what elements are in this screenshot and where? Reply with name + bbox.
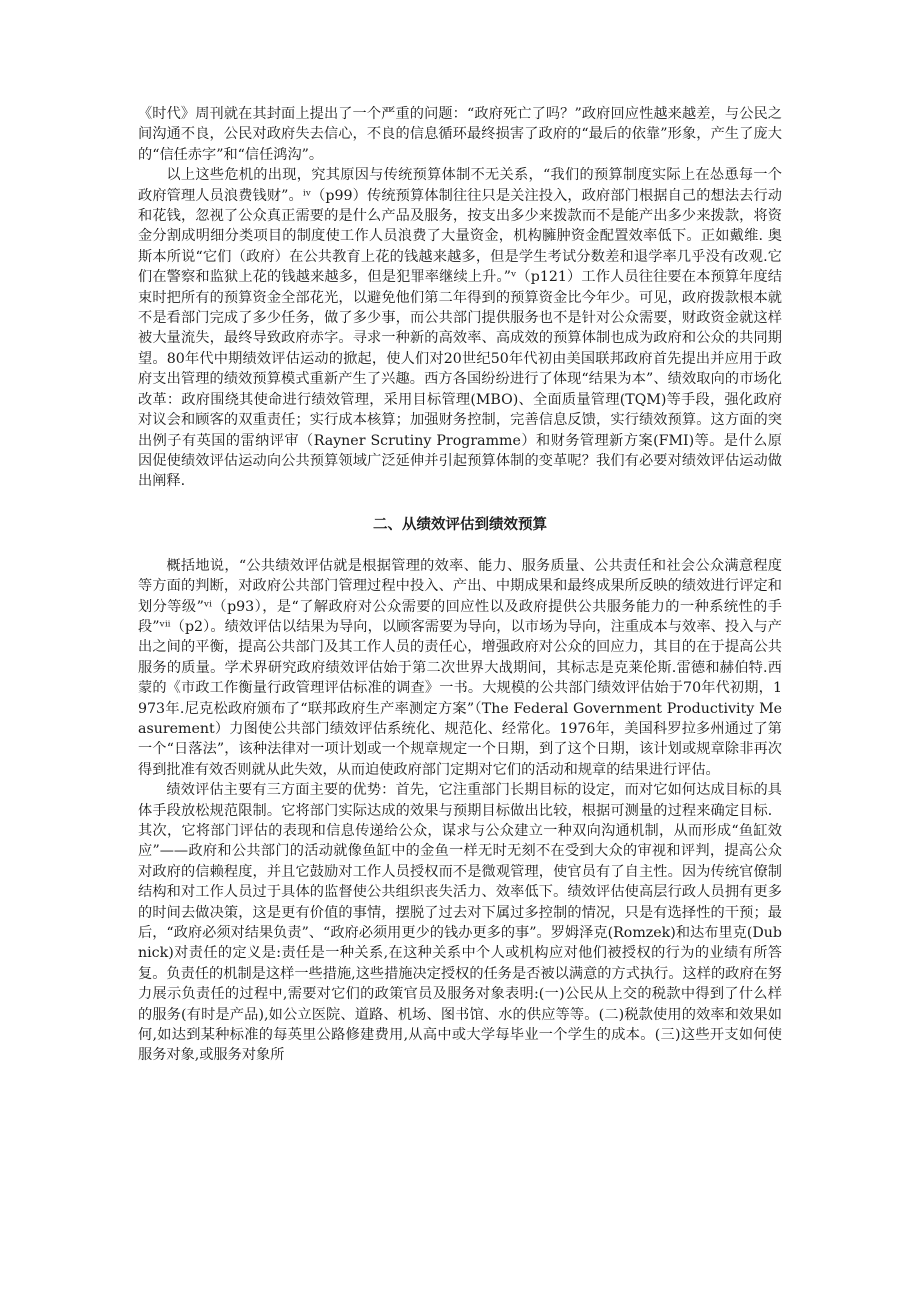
paragraph-performance-evaluation-definition: 概括地说，“公共绩效评估就是根据管理的效率、能力、服务质量、公共责任和社会公众满意程度等方面的判断，对政府公共部门管理过程中投入、产出、中期成果和最终成果所反映的绩效进行评定和划分等级”ᵛⁱ（p93），是“了解政府对公众需要的回应性以及政府提供公共服务能力的一种系统性的手段”ᵛⁱⁱ（p2）。绩效评估以结果为导向，以顾客需要为导向，以市场为导向，注重成本与效率、投入与产出之间的平衡，提高公共部门及其工作人员的责任心，增强政府对公众的回应力，其目的在于提高公共服务的质量。学术界研究政府绩效评估始于第二次世界大战期间，其标志是克莱伦斯.雷德和赫伯特.西蒙的《市政工作衡量行政管理评估标准的调查》一书。大规模的公共部门绩效评估始于70年代初期，1973年.尼克松政府颁布了“联邦政府生产率测定方案”（The Federal Government Productivity Measurement）力图使公共部门绩效评估系统化、规范化、经常化。1976年，美国科罗拉多州通过了第一个“日落法”，该种法律对一项计划或一个规章规定一个日期，到了这个日期，该计划或规章除非再次得到批准有效否则就从此失效，从而迫使政府部门定期对它们的活动和规章的结果进行评估。	[138, 557, 782, 778]
paragraph-performance-evaluation-advantages: 绩效评估主要有三方面主要的优势：首先，它注重部门长期目标的设定，而对它如何达成目标的具体手段放松规范限制。它将部门实际达成的效果与预期目标做出比较，根据可测量的过程来确定目标．其次，它将部门评估的表现和信息传递给公众，谋求与公众建立一种双向沟通机制，从而形成“鱼缸效应”——政府和公共部门的活动就像鱼缸中的金鱼一样无时无刻不在受到大众的审视和评判，提高公众对政府的信赖程度，并且它鼓励对工作人员授权而不是微观管理，使官员有了自主性。因为传统官僚制结构和对工作人员过于具体的监督使公共组织丧失活力、效率低下。绩效评估使高层行政人员拥有更多的时间去做决策，这是更有价值的事情，摆脱了过去对下属过多控制的情况，只是有选择性的干预；最后，“政府必须对结果负责”、“政府必须用更少的钱办更多的事”。罗姆泽克(Romzek)和达布里克(Dubnick)对责任的定义是:责任是一种关系,在这种关系中个人或机构应对他们被授权的行为的业绩有所答复。负责任的机制是这样一些措施,这些措施决定授权的任务是否被以满意的方式执行。这样的政府在努力展示负责任的过程中,需要对它们的政策官员及服务对象表明:(一)公民从上交的税款中得到了什么样的服务(有时是产品),如公立医院、道路、机场、图书馆、水的供应等等。(二)税款使用的效率和效果如何,如达到某种标准的每英里公路修建费用,从高中或大学每毕业一个学生的成本。(三)这些开支如何使服务对象,或服务对象所	[138, 782, 782, 1064]
paragraph-budget-crisis: 以上这些危机的出现，究其原因与传统预算体制不无关系，“我们的预算制度实际上在怂恿每一个政府管理人员浪费钱财”。ⁱᵛ（p99）传统预算体制往往只是关注投入，政府部门根据自己的想法去行动和花钱，忽视了公众真正需要的是什么产品及服务，按支出多少来拨款而不是能产出多少来拨款，将资金分割成明细分类项目的制度使工作人员浪费了大量资金，机构臃肿资金配置效率低下。正如戴维. 奥斯本所说“它们（政府）在公共教育上花的钱越来越多，但是学生考试分数差和退学率几乎没有改观.它们在警察和监狱上花的钱越来越多，但是犯罪率继续上升。”ᵛ（p121）工作人员往往要在本预算年度结束时把所有的预算资金全部花光，以避免他们第二年得到的预算资金比今年少。可见，政府拨款根本就不是看部门完成了多少任务，做了多少事，而公共部门提供服务也不是针对公众需要，财政资金就这样被大量流失，最终导致政府赤字。寻求一种新的高效率、高成效的预算体制也成为政府和公众的共同期望。80年代中期绩效评估运动的掀起，使人们对20世纪50年代初由美国联邦政府首先提出并应用于政府支出管理的绩效预算模式重新产生了兴趣。西方各国纷纷进行了体现“结果为本”、绩效取向的市场化改革：政府围绕其使命进行绩效管理，采用目标管理(MBO)、全面质量管理(TQM)等手段，强化政府对议会和顾客的双重责任；实行成本核算；加强财务控制，完善信息反馈，实行绩效预算。这方面的突出例子有英国的雷纳评审（Rayner Scrutiny Programme）和财务管理新方案(FMI)等。是什么原因促使绩效评估运动向公共预算领域广泛延伸并引起预算体制的变革呢？我们有必要对绩效评估运动做出阐释.	[138, 167, 782, 490]
section-heading: 二、从绩效评估到绩效预算	[373, 516, 547, 533]
document-body	[138, 104, 782, 1066]
paragraph-time-magazine: 《时代》周刊就在其封面上提出了一个严重的问题：“政府死亡了吗？”政府回应性越来越差，与公民之间沟通不良，公民对政府失去信心，不良的信息循环最终损害了政府的“最后的依靠”形象，产生了庞大的“信任赤字”和“信任鸿沟”。	[138, 106, 782, 163]
